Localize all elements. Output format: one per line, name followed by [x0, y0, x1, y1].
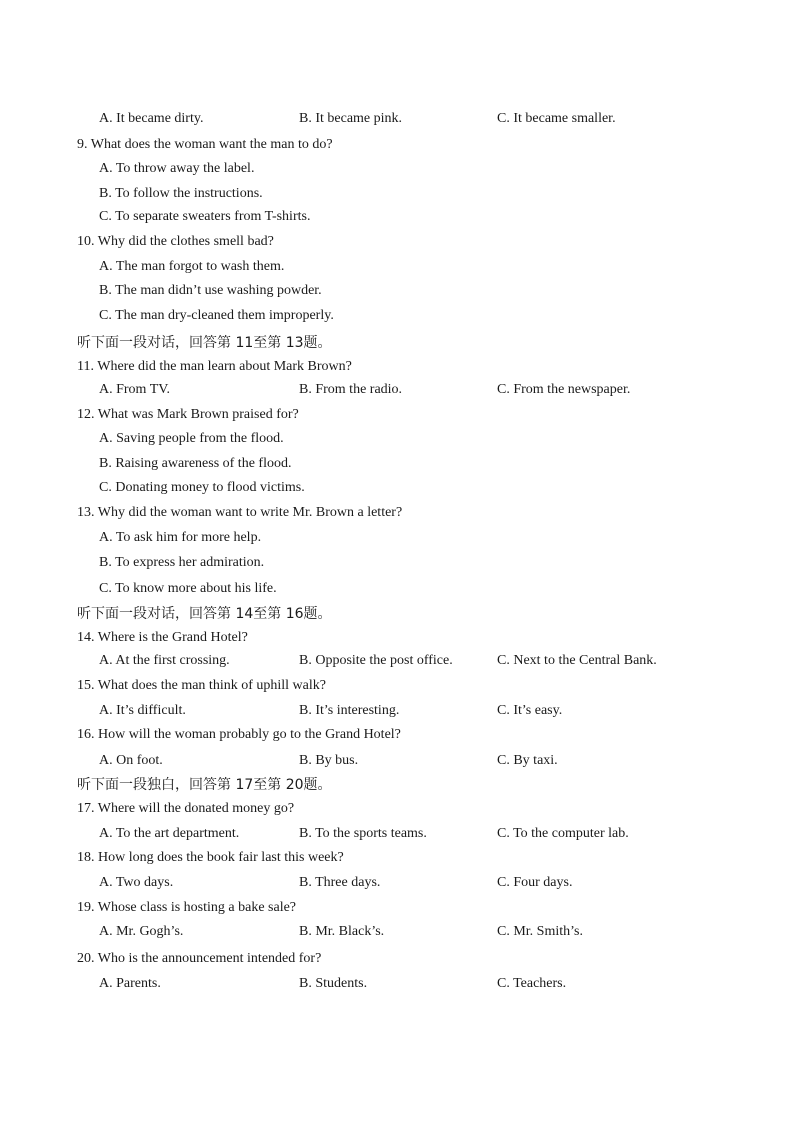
q20-option-a: A. Parents.	[99, 976, 161, 991]
q9-option-a: A. To throw away the label.	[99, 161, 255, 176]
q14-stem: 14. Where is the Grand Hotel?	[77, 630, 248, 645]
q18-stem: 18. How long does the book fair last this week?	[77, 850, 344, 865]
q18-option-a: A. Two days.	[99, 875, 174, 890]
q13-option-c: C. To know more about his life.	[99, 581, 277, 596]
q19-option-c: C. Mr. Smith’s.	[497, 924, 583, 939]
q19-stem: 19. Whose class is hosting a bake sale?	[77, 900, 297, 915]
q13-option-b: B. To express her admiration.	[99, 555, 265, 570]
q12-option-b: B. Raising awareness of the flood.	[99, 456, 292, 471]
q9-stem: 9. What does the woman want the man to do?	[77, 137, 333, 152]
q17-stem: 17. Where will the donated money go?	[77, 801, 295, 816]
q17-option-b: B. To the sports teams.	[299, 826, 427, 841]
q16-stem: 16. How will the woman probably go to the Grand Hotel?	[77, 727, 401, 742]
q11-stem: 11. Where did the man learn about Mark Brown?	[77, 359, 352, 374]
q18-option-b: B. Three days.	[299, 875, 381, 890]
q15-option-c: C. It’s easy.	[497, 703, 563, 718]
q9-option-b: B. To follow the instructions.	[99, 186, 263, 201]
q10-option-c: C. The man dry-cleaned them improperly.	[99, 308, 334, 323]
q8-option-c: C. It became smaller.	[497, 111, 616, 126]
q15-option-a: A. It’s difficult.	[99, 703, 186, 718]
q20-option-c: C. Teachers.	[497, 976, 567, 991]
section-heading-1: 听下面一段对话，回答第 11至第 13题。	[77, 335, 332, 351]
q18-option-c: C. Four days.	[497, 875, 573, 890]
section-heading-2: 听下面一段对话，回答第 14至第 16题。	[77, 606, 332, 622]
q19-option-b: B. Mr. Black’s.	[299, 924, 385, 939]
q12-stem: 12. What was Mark Brown praised for?	[77, 407, 299, 422]
q12-option-c: C. Donating money to flood victims.	[99, 480, 305, 495]
q12-option-a: A. Saving people from the flood.	[99, 431, 284, 446]
section-heading-3: 听下面一段独白，回答第 17至第 20题。	[77, 777, 332, 793]
q10-stem: 10. Why did the clothes smell bad?	[77, 234, 274, 249]
q10-option-b: B. The man didn’t use washing powder.	[99, 283, 322, 298]
q10-option-a: A. The man forgot to wash them.	[99, 259, 285, 274]
q16-option-c: C. By taxi.	[497, 753, 558, 768]
q13-stem: 13. Why did the woman want to write Mr. Brown a letter?	[77, 505, 403, 520]
q14-option-b: B. Opposite the post office.	[299, 653, 453, 668]
q9-option-c: C. To separate sweaters from T-shirts.	[99, 209, 311, 224]
q11-option-c: C. From the newspaper.	[497, 382, 631, 397]
q14-option-c: C. Next to the Central Bank.	[497, 653, 657, 668]
q20-option-b: B. Students.	[299, 976, 368, 991]
q8-option-a: A. It became dirty.	[99, 111, 204, 126]
q17-option-c: C. To the computer lab.	[497, 826, 629, 841]
q11-option-b: B. From the radio.	[299, 382, 403, 397]
q19-option-a: A. Mr. Gogh’s.	[99, 924, 184, 939]
q16-option-a: A. On foot.	[99, 753, 163, 768]
q15-stem: 15. What does the man think of uphill walk?	[77, 678, 326, 693]
q20-stem: 20. Who is the announcement intended for?	[77, 951, 322, 966]
q11-option-a: A. From TV.	[99, 382, 171, 397]
q15-option-b: B. It’s interesting.	[299, 703, 400, 718]
q16-option-b: B. By bus.	[299, 753, 359, 768]
q13-option-a: A. To ask him for more help.	[99, 530, 262, 545]
q8-option-b: B. It became pink.	[299, 111, 403, 126]
q14-option-a: A. At the first crossing.	[99, 653, 230, 668]
q17-option-a: A. To the art department.	[99, 826, 240, 841]
